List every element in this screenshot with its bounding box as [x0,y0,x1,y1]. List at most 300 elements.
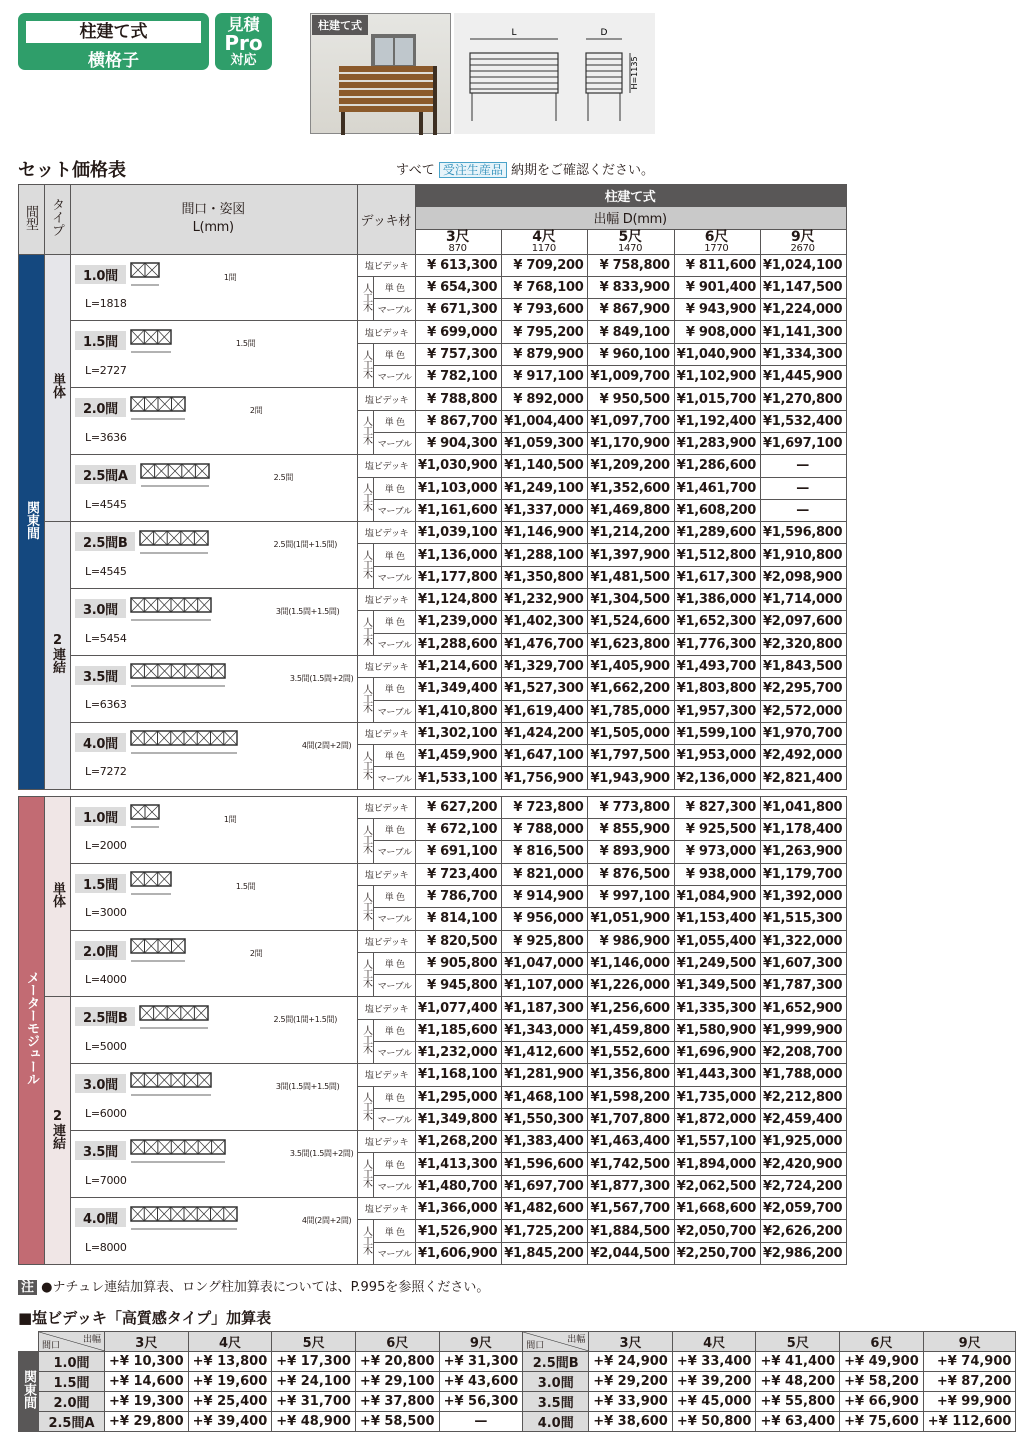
price-cell: ¥ 925,500 [674,819,760,841]
price-cell: ¥1,343,000 [502,1019,588,1041]
price-cell: ¥ 811,600 [674,254,760,276]
deck-enbi: 塩ビデッキ [358,722,416,744]
deck-jinko: 人工木 [358,276,374,321]
add-price: +¥ 63,400 [756,1412,840,1432]
price-cell: ¥ 879,900 [502,343,588,365]
price-cell: ¥1,970,700 [760,722,846,744]
price-cell: ¥ 793,600 [502,299,588,321]
product-photo [310,13,451,134]
price-cell: ¥2,208,700 [760,1041,846,1063]
price-cell: ¥1,410,800 [415,700,501,722]
price-row [19,1131,847,1153]
add-price: +¥ 14,600 [105,1372,189,1392]
price-cell: ¥1,015,700 [674,388,760,410]
price-cell: ¥1,617,300 [674,566,760,588]
size-name: 3.0間 [75,1074,126,1093]
header-deck: デッキ材 [358,185,416,255]
badge-title: 柱建て式 [26,21,201,43]
deck-enbi: 塩ビデッキ [358,655,416,677]
add-price: +¥ 29,100 [355,1372,439,1392]
add-price: +¥ 20,800 [355,1352,439,1372]
price-row [19,1064,847,1086]
figure-label: 3.5間(1.5間+2間) [289,1149,354,1159]
price-cell: ¥1,527,300 [502,678,588,700]
add-price: +¥ 50,800 [672,1412,756,1432]
deck-enbi: 塩ビデッキ [358,522,416,544]
price-cell: ¥1,468,100 [502,1086,588,1108]
price-cell: ¥1,270,800 [760,388,846,410]
add-col-header: 9尺 [439,1332,523,1352]
size-cell [71,655,358,722]
price-cell: ¥1,356,800 [588,1064,674,1086]
size-name: 3.0間 [75,599,126,618]
price-cell: ¥2,062,500 [674,1175,760,1197]
price-cell: ¥1,102,900 [674,366,760,388]
price-cell: ¥1,349,400 [415,678,501,700]
price-cell: ¥1,476,700 [502,633,588,655]
deck-enbi: 塩ビデッキ [358,388,416,410]
figure-label: 2.5間 [273,473,294,483]
price-cell: ¥1,619,400 [502,700,588,722]
price-cell: ¥1,552,600 [588,1041,674,1063]
price-cell: ¥1,957,300 [674,700,760,722]
price-cell: ¥1,329,700 [502,655,588,677]
layout-figure [130,729,240,759]
figure-label: 3間(1.5間+1.5間) [275,607,340,617]
header-method: 柱建て式 [415,185,846,207]
layout-figure [130,328,174,358]
price-cell: ¥1,386,000 [674,589,760,611]
price-cell: ¥ 827,300 [674,796,760,818]
price-cell: ¥2,626,200 [760,1220,846,1242]
deck-tan: 単 色 [374,1019,416,1041]
price-cell: ¥1,097,700 [588,410,674,432]
deck-tan: 単 色 [374,678,416,700]
price-cell: ¥ 867,700 [415,410,501,432]
price-cell: ¥1,599,100 [674,722,760,744]
deck-marble: マーブル [374,499,416,521]
add-row [19,1352,1016,1372]
size-length: L=4000 [85,973,127,986]
price-cell: ¥1,580,900 [674,1019,760,1041]
price-cell: ¥ 654,300 [415,276,501,298]
deck-enbi: 塩ビデッキ [358,321,416,343]
price-cell: ¥1,845,200 [502,1242,588,1264]
price-cell: ¥ 786,700 [415,885,501,907]
price-cell: ¥1,047,000 [502,952,588,974]
layout-figure [140,462,212,492]
group-label: 関東間 [19,254,45,789]
price-cell: ¥1,953,000 [674,745,760,767]
size-cell [71,1064,358,1131]
price-cell: ¥1,872,000 [674,1108,760,1130]
price-cell: ¥2,492,000 [760,745,846,767]
deck-tan: 単 色 [374,1086,416,1108]
deck-tan: 単 色 [374,1220,416,1242]
size-length: L=4545 [85,564,127,578]
price-cell: ¥1,004,400 [502,410,588,432]
price-cell: ¥ 950,500 [588,388,674,410]
price-cell: ¥1,039,100 [415,522,501,544]
price-cell: ¥1,481,500 [588,566,674,588]
add-table-title: ■塩ビデッキ「高質感タイプ」加算表 [18,1309,272,1327]
size-cell [71,388,358,455]
deck-jinko: 人工木 [358,477,374,522]
deck-jinko: 人工木 [358,952,374,997]
price-row [19,655,847,677]
add-price: +¥ 38,600 [589,1412,673,1432]
price-cell: ¥1,185,600 [415,1019,501,1041]
deck-marble: マーブル [374,566,416,588]
price-cell: ¥1,024,100 [760,254,846,276]
deck-jinko: 人工木 [358,611,374,656]
add-size-name: 2.5間A [39,1412,105,1432]
add-price: +¥ 74,900 [923,1352,1016,1372]
price-cell: ¥ 782,100 [415,366,501,388]
deck-tan: 単 色 [374,343,416,365]
layout-figure [130,662,228,692]
price-cell: ¥1,392,000 [760,885,846,907]
deck-jinko: 人工木 [358,745,374,790]
type-label: 単体 [45,796,71,997]
add-size-name: 4.0間 [523,1412,589,1432]
add-price: +¥ 58,500 [355,1412,439,1432]
add-price: +¥ 13,800 [188,1352,272,1372]
price-cell: ¥1,084,900 [674,885,760,907]
add-size-name: 3.5間 [523,1392,589,1412]
price-cell: — [760,499,846,521]
deck-enbi: 塩ビデッキ [358,796,416,818]
header-madori: 間型 [19,185,45,255]
header-size: 間口・姿図 L(mm) [71,185,358,255]
size-length: L=6000 [85,1106,127,1120]
size-name: 1.0間 [75,265,126,284]
price-cell: ¥1,776,300 [674,633,760,655]
size-cell [71,1198,358,1265]
price-cell: ¥1,140,500 [502,455,588,477]
price-cell: ¥1,696,900 [674,1041,760,1063]
add-price: +¥ 37,800 [355,1392,439,1412]
product-badge [18,13,209,70]
add-col-header: 3尺 [105,1332,189,1352]
deck-jinko: 人工木 [358,819,374,864]
price-cell: ¥ 788,800 [415,388,501,410]
size-name: 2.5間B [75,532,135,551]
price-cell: ¥1,413,300 [415,1153,501,1175]
price-cell: ¥2,050,700 [674,1220,760,1242]
add-price: +¥ 39,200 [672,1372,756,1392]
price-cell: ¥1,124,800 [415,589,501,611]
price-cell: ¥1,697,700 [502,1175,588,1197]
price-cell: ¥1,249,100 [502,477,588,499]
price-cell: ¥1,397,900 [588,544,674,566]
price-cell: ¥1,596,600 [502,1153,588,1175]
price-cell: ¥ 757,300 [415,343,501,365]
price-row [19,321,847,343]
price-cell: ¥1,146,900 [502,522,588,544]
price-cell: ¥ 917,100 [502,366,588,388]
price-cell: ¥2,212,800 [760,1086,846,1108]
price-cell: ¥1,910,800 [760,544,846,566]
add-price: +¥ 10,300 [105,1352,189,1372]
size-length: L=2727 [85,363,127,377]
price-cell: ¥1,668,600 [674,1198,760,1220]
price-cell: ¥ 814,100 [415,908,501,930]
layout-figure [130,1205,240,1235]
add-col-header: 5尺 [272,1332,356,1352]
size-cell [71,722,358,789]
price-cell: ¥1,268,200 [415,1131,501,1153]
price-cell: ¥1,335,300 [674,997,760,1019]
price-cell: ¥ 945,800 [415,975,501,997]
price-cell: ¥1,714,000 [760,589,846,611]
price-cell: ¥2,459,400 [760,1108,846,1130]
price-cell: ¥1,249,500 [674,952,760,974]
price-cell: ¥ 876,500 [588,863,674,885]
add-price: +¥ 29,800 [105,1412,189,1432]
add-price: +¥ 112,600 [923,1412,1016,1432]
price-row [19,722,847,744]
price-cell: ¥ 820,500 [415,930,501,952]
add-row [19,1412,1016,1432]
price-cell: ¥1,103,000 [415,477,501,499]
price-cell: ¥1,459,800 [588,1019,674,1041]
price-cell: ¥2,320,800 [760,633,846,655]
add-blank [19,1332,39,1352]
layout-figure [139,529,211,559]
price-cell: ¥ 758,800 [588,254,674,276]
price-cell: ¥1,349,800 [415,1108,501,1130]
price-cell: ¥1,352,600 [588,477,674,499]
add-col-header: 9尺 [923,1332,1016,1352]
price-cell: ¥ 960,100 [588,343,674,365]
deck-tan: 単 色 [374,952,416,974]
price-row [19,1198,847,1220]
size-length: L=3000 [85,906,127,920]
add-group-label: 関東間 [19,1352,39,1432]
add-size-name: 2.0間 [39,1392,105,1412]
add-row [19,1372,1016,1392]
add-price: +¥ 24,900 [589,1352,673,1372]
dimension-diagram [454,13,655,134]
deck-marble: マーブル [374,633,416,655]
add-price: +¥ 41,400 [756,1352,840,1372]
price-cell: ¥1,256,600 [588,997,674,1019]
additional-price-table [18,1331,1016,1432]
price-cell: ¥1,469,800 [588,499,674,521]
price-cell: ¥ 709,200 [502,254,588,276]
price-cell: ¥1,482,600 [502,1198,588,1220]
price-cell: ¥1,187,300 [502,997,588,1019]
price-cell: ¥1,366,000 [415,1198,501,1220]
price-cell: ¥1,383,400 [502,1131,588,1153]
figure-label: 2.5間(1間+1.5間) [273,540,338,550]
size-cell [71,455,358,522]
add-price: +¥ 45,000 [672,1392,756,1412]
deck-marble: マーブル [374,1041,416,1063]
deck-jinko: 人工木 [358,885,374,930]
price-cell: ¥1,232,900 [502,589,588,611]
price-cell: ¥1,263,900 [760,841,846,863]
size-length: L=5000 [85,1039,127,1053]
deck-enbi: 塩ビデッキ [358,997,416,1019]
price-cell: ¥1,526,900 [415,1220,501,1242]
add-price: +¥ 75,600 [840,1412,924,1432]
price-cell: ¥1,662,200 [588,678,674,700]
price-cell: ¥1,424,200 [502,722,588,744]
price-cell: ¥1,334,300 [760,343,846,365]
type-label: 単体 [45,254,71,522]
price-cell: ¥1,040,900 [674,343,760,365]
deck-marble: マーブル [374,841,416,863]
figure-label: 4間(2間+2間) [301,740,352,750]
price-cell: ¥1,788,000 [760,1064,846,1086]
price-row [19,796,847,818]
layout-figure [130,395,188,425]
price-cell: ¥1,209,200 [588,455,674,477]
price-cell: ¥1,041,800 [760,796,846,818]
price-cell: ¥1,055,400 [674,930,760,952]
price-cell: ¥ 833,900 [588,276,674,298]
price-cell: ¥1,787,300 [760,975,846,997]
price-cell: ¥1,735,000 [674,1086,760,1108]
deck-jinko: 人工木 [358,1220,374,1265]
price-cell: ¥1,647,100 [502,745,588,767]
price-cell: ¥2,420,900 [760,1153,846,1175]
price-cell: ¥1,606,900 [415,1242,501,1264]
add-price: +¥ 56,300 [439,1392,523,1412]
price-cell: ¥1,141,300 [760,321,846,343]
price-cell: ¥2,821,400 [760,767,846,789]
price-cell: ¥1,295,000 [415,1086,501,1108]
price-cell: ¥ 914,900 [502,885,588,907]
price-cell: ¥1,461,700 [674,477,760,499]
price-cell: ¥2,136,000 [674,767,760,789]
size-length: L=6363 [85,698,127,712]
price-cell: — [760,455,846,477]
price-cell: ¥ 905,800 [415,952,501,974]
add-size-name: 2.5間B [523,1352,589,1372]
price-row [19,863,847,885]
notice-pre: すべて [396,163,435,178]
add-price: +¥ 31,700 [272,1392,356,1412]
add-price: +¥ 49,900 [840,1352,924,1372]
price-cell: ¥1,445,900 [760,366,846,388]
price-cell: ¥1,146,000 [588,952,674,974]
add-col-header: 4尺 [672,1332,756,1352]
price-cell: ¥1,402,300 [502,611,588,633]
price-cell: ¥ 956,000 [502,908,588,930]
size-cell [71,796,358,863]
layout-figure [139,1004,211,1034]
price-cell: ¥1,412,600 [502,1041,588,1063]
price-cell: ¥ 672,100 [415,819,501,841]
price-cell: ¥ 821,000 [502,863,588,885]
group-label: メーターモジュール [19,796,45,1264]
deck-enbi: 塩ビデッキ [358,1064,416,1086]
price-cell: ¥2,097,600 [760,611,846,633]
size-name: 2.5間A [75,465,136,484]
add-price: +¥ 33,900 [589,1392,673,1412]
deck-marble: マーブル [374,1242,416,1264]
price-cell: ¥ 997,100 [588,885,674,907]
size-cell [71,321,358,388]
size-length: L=7000 [85,1173,127,1187]
price-cell: ¥1,607,300 [760,952,846,974]
size-name: 4.0間 [75,1208,126,1227]
figure-label: 1間 [223,814,237,824]
price-cell: ¥1,177,800 [415,566,501,588]
figure-label: 2間 [249,406,263,416]
order-notice [396,159,654,178]
add-price: +¥ 39,400 [188,1412,272,1432]
price-cell: ¥1,459,900 [415,745,501,767]
price-cell: ¥1,785,000 [588,700,674,722]
deck-tan: 単 色 [374,544,416,566]
size-name: 4.0間 [75,733,126,752]
add-col-header: 6尺 [355,1332,439,1352]
price-cell: ¥ 908,000 [674,321,760,343]
price-cell: ¥ 904,300 [415,432,501,454]
price-cell: ¥ 973,000 [674,841,760,863]
price-cell: ¥1,302,100 [415,722,501,744]
price-cell: ¥1,742,500 [588,1153,674,1175]
header-depth: 出幅 D(mm) [415,207,846,229]
mitsumori-pro-badge [215,13,272,70]
deck-jinko: 人工木 [358,1086,374,1131]
add-price: +¥ 66,900 [840,1392,924,1412]
figure-label: 4間(2間+2間) [301,1216,352,1226]
price-cell: ¥1,179,700 [760,863,846,885]
price-cell: ¥1,224,000 [760,299,846,321]
price-cell: ¥1,405,900 [588,655,674,677]
price-cell: ¥1,288,600 [415,633,501,655]
price-cell: ¥2,044,500 [588,1242,674,1264]
deck-marble: マーブル [374,299,416,321]
price-cell: ¥1,214,600 [415,655,501,677]
add-price: +¥ 19,300 [105,1392,189,1412]
price-cell: ¥1,925,000 [760,1131,846,1153]
deck-tan: 単 色 [374,477,416,499]
corner-header: 出幅 間口 [39,1332,105,1352]
add-price: +¥ 17,300 [272,1352,356,1372]
figure-label: 1.5間 [235,339,256,349]
price-cell: ¥1,349,500 [674,975,760,997]
price-cell: ¥ 855,900 [588,819,674,841]
size-col-3: 6尺 1770 [674,229,760,254]
price-cell: ¥2,572,000 [760,700,846,722]
price-cell: ¥1,192,400 [674,410,760,432]
deck-enbi: 塩ビデッキ [358,254,416,276]
price-cell: ¥ 943,900 [674,299,760,321]
price-cell: ¥1,161,600 [415,499,501,521]
add-price: +¥ 31,300 [439,1352,523,1372]
price-cell: ¥1,652,300 [674,611,760,633]
deck-jinko: 人工木 [358,544,374,589]
price-cell: ¥1,322,000 [760,930,846,952]
size-col-2: 5尺 1470 [588,229,674,254]
price-cell: ¥ 691,100 [415,841,501,863]
price-cell: ¥1,059,300 [502,432,588,454]
layout-figure [130,1071,214,1101]
size-name: 1.0間 [75,807,126,826]
header-type: タイプ [45,185,71,255]
footnote [18,1276,489,1295]
size-name: 1.5間 [75,331,126,350]
price-cell: ¥1,598,200 [588,1086,674,1108]
price-row [19,388,847,410]
price-cell: ¥2,059,700 [760,1198,846,1220]
